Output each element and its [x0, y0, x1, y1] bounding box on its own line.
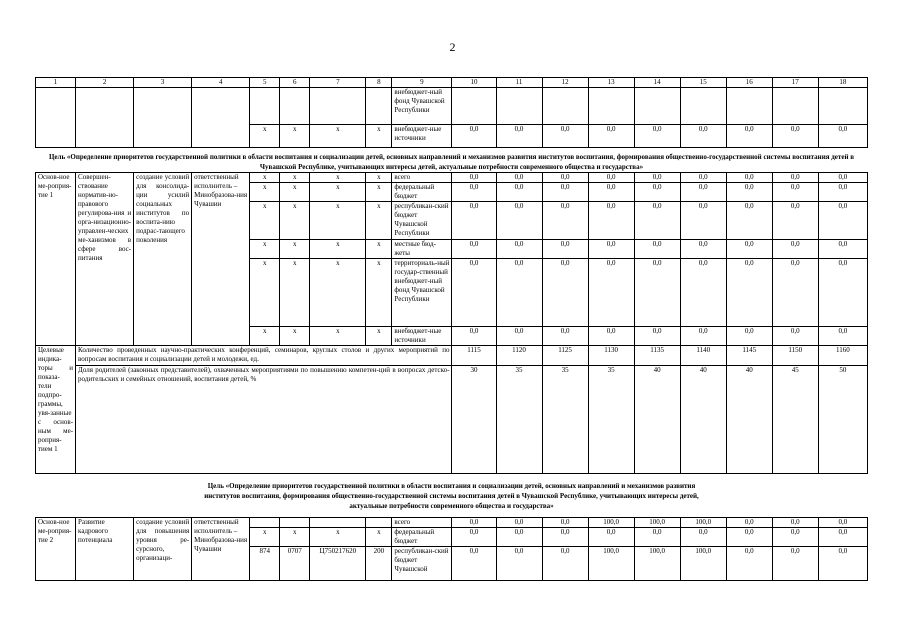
value-cell: 0,0 [496, 240, 542, 259]
value-cell: 0,0 [634, 240, 680, 259]
funding-source: республикан-ский бюджет Чувашской Республики [392, 202, 452, 240]
code-cell: x [366, 202, 392, 240]
value-cell [772, 88, 818, 125]
indicator-text: Доля родителей (законных представителей), охваченных мероприятиями по повышению компетен-ций в вопросах детско-родительских и семейных отношений, воспитания детей, % [76, 366, 452, 474]
empty-cell [76, 88, 134, 148]
value-cell: 0,0 [542, 125, 588, 148]
value-cell: 0,0 [496, 202, 542, 240]
column-number: 5 [250, 78, 280, 88]
value-cell: 40 [680, 366, 726, 474]
value-cell: 100,0 [634, 518, 680, 528]
value-cell: 0,0 [772, 528, 818, 547]
value-cell: 0,0 [452, 125, 496, 148]
code-cell: 200 [366, 547, 392, 581]
value-cell: 0,0 [772, 518, 818, 528]
table-row [36, 88, 868, 125]
value-cell: 0,0 [680, 327, 726, 346]
value-cell: 100,0 [680, 547, 726, 581]
code-cell: x [366, 528, 392, 547]
column-number: 9 [392, 78, 452, 88]
code-cell: x [310, 528, 366, 547]
value-cell: 0,0 [726, 518, 772, 528]
value-cell: 0,0 [588, 125, 634, 148]
value-cell: 1160 [818, 346, 867, 366]
value-cell: 0,0 [634, 173, 680, 183]
funding-source: территориаль-ный государ-ственный внебюджет-ный фонд Чувашской Республики [392, 259, 452, 327]
value-cell: 0,0 [634, 327, 680, 346]
value-cell: 0,0 [818, 240, 867, 259]
value-cell [588, 88, 634, 125]
table-row [36, 173, 868, 183]
code-cell: Ц750217620 [310, 547, 366, 581]
goal-heading-2 [35, 481, 868, 511]
value-cell: 1150 [772, 346, 818, 366]
value-cell: 0,0 [452, 327, 496, 346]
code-cell: x [310, 240, 366, 259]
value-cell: 0,0 [726, 125, 772, 148]
measure-executor: ответственный исполнитель – Минобразова-ния Чувашии [192, 518, 250, 581]
code-cell: x [250, 173, 280, 183]
value-cell: 0,0 [772, 240, 818, 259]
measure-title: Совершен-ствование норматив-но-правового регулирова-ния и орга-низационно-управлен-ческих ме-ханизмов в сфере вос-питания [76, 173, 134, 346]
value-cell: 100,0 [634, 547, 680, 581]
goal-heading-1: Цель «Определение приоритетов государственной политики в области воспитания и социализации детей, основных направлений и механизмов развития институтов воспитания, формирования общественно-государственной системы воспитания детей в Чувашской Республике, учитывающих интересы детей, актуальные потребности современного общества и государства» [48, 153, 855, 171]
value-cell: 0,0 [772, 259, 818, 327]
value-cell: 50 [818, 366, 867, 474]
code-cell: x [250, 240, 280, 259]
column-number: 2 [76, 78, 134, 88]
code-cell [366, 88, 392, 125]
code-cell: x [310, 202, 366, 240]
value-cell: 0,0 [588, 327, 634, 346]
value-cell: 0,0 [680, 259, 726, 327]
value-cell: 0,0 [680, 173, 726, 183]
value-cell: 0,0 [772, 173, 818, 183]
page-number: 2 [449, 40, 456, 54]
value-cell: 35 [542, 366, 588, 474]
value-cell [634, 88, 680, 125]
value-cell: 0,0 [818, 327, 867, 346]
code-cell: x [366, 259, 392, 327]
column-number: 14 [634, 78, 680, 88]
value-cell: 0,0 [588, 240, 634, 259]
column-number: 10 [452, 78, 496, 88]
value-cell: 0,0 [452, 547, 496, 581]
table-row [36, 366, 868, 474]
measure-name: Основ-ное ме-роприя-тие 1 [36, 173, 76, 346]
column-number: 11 [496, 78, 542, 88]
value-cell: 0,0 [634, 259, 680, 327]
value-cell: 35 [588, 366, 634, 474]
value-cell: 0,0 [496, 259, 542, 327]
value-cell: 0,0 [726, 202, 772, 240]
column-number: 15 [680, 78, 726, 88]
code-cell: x [310, 173, 366, 183]
code-cell: x [366, 173, 392, 183]
value-cell: 1135 [634, 346, 680, 366]
code-cell: x [280, 528, 310, 547]
code-cell: x [250, 125, 280, 148]
goal2-line: актуальные потребности современного общества и государства» [349, 502, 554, 510]
value-cell: 0,0 [452, 202, 496, 240]
value-cell [542, 88, 588, 125]
value-cell: 0,0 [634, 528, 680, 547]
targets-label: Целевые индика-торы и показа-тели подпро-граммы, увя-занные с основ-ным ме-роприя-тием 1 [36, 346, 76, 474]
code-cell: x [310, 327, 366, 346]
table-row [36, 78, 868, 88]
value-cell: 0,0 [726, 183, 772, 202]
code-cell: x [280, 173, 310, 183]
budget-table-1 [35, 77, 868, 474]
code-cell: x [310, 125, 366, 148]
goal2-line: Цель «Определение приоритетов государственной политики в области воспитания и социализации детей, основных направлений и механизмов развития [207, 482, 696, 490]
value-cell [818, 88, 867, 125]
value-cell: 100,0 [680, 518, 726, 528]
column-number: 13 [588, 78, 634, 88]
value-cell: 0,0 [588, 528, 634, 547]
column-number: 8 [366, 78, 392, 88]
funding-source: республикан-ский бюджет Чувашской [392, 547, 452, 581]
funding-source: федеральный бюджет [392, 183, 452, 202]
code-cell: x [280, 183, 310, 202]
value-cell: 35 [496, 366, 542, 474]
code-cell: x [280, 202, 310, 240]
value-cell: 0,0 [772, 183, 818, 202]
value-cell: 0,0 [818, 259, 867, 327]
code-cell [250, 518, 280, 528]
value-cell: 0,0 [496, 528, 542, 547]
value-cell: 0,0 [818, 202, 867, 240]
indicator-text: Количество проведенных научно-практических конференций, семинаров, круглых столов и других мероприятий по вопросам воспитания и социализации детей и молодежи, ед. [76, 346, 452, 366]
value-cell: 0,0 [588, 259, 634, 327]
column-number: 6 [280, 78, 310, 88]
value-cell: 0,0 [452, 259, 496, 327]
column-number: 18 [818, 78, 867, 88]
value-cell: 0,0 [496, 547, 542, 581]
value-cell: 1125 [542, 346, 588, 366]
value-cell: 0,0 [680, 528, 726, 547]
code-cell: x [310, 183, 366, 202]
column-number: 3 [134, 78, 192, 88]
goal2-line: институтов воспитания, формирования общественно-государственной системы воспитания детей в Чувашской Республике, учитывающих интересы детей, [204, 492, 699, 500]
value-cell: 30 [452, 366, 496, 474]
value-cell: 1115 [452, 346, 496, 366]
value-cell: 0,0 [634, 183, 680, 202]
value-cell: 0,0 [542, 173, 588, 183]
value-cell: 0,0 [726, 528, 772, 547]
code-cell: x [250, 202, 280, 240]
column-number: 4 [192, 78, 250, 88]
value-cell: 100,0 [588, 518, 634, 528]
code-cell: x [366, 125, 392, 148]
measure-title: Развитие кадрового потенциала [76, 518, 134, 581]
column-number: 16 [726, 78, 772, 88]
empty-cell [192, 88, 250, 148]
value-cell: 0,0 [542, 327, 588, 346]
value-cell: 0,0 [452, 173, 496, 183]
value-cell: 0,0 [542, 202, 588, 240]
value-cell: 0,0 [818, 518, 867, 528]
value-cell: 0,0 [588, 202, 634, 240]
code-cell: 0707 [280, 547, 310, 581]
value-cell: 0,0 [726, 259, 772, 327]
value-cell: 0,0 [496, 327, 542, 346]
funding-source: местные бюд-жеты [392, 240, 452, 259]
funding-source: внебюджет-ный фонд Чувашской Республики [392, 88, 452, 125]
value-cell: 0,0 [542, 518, 588, 528]
value-cell: 0,0 [542, 240, 588, 259]
code-cell: x [250, 327, 280, 346]
value-cell [680, 88, 726, 125]
code-cell: x [280, 327, 310, 346]
funding-source: внебюджет-ные источники [392, 125, 452, 148]
value-cell: 40 [726, 366, 772, 474]
value-cell [496, 88, 542, 125]
value-cell: 0,0 [452, 528, 496, 547]
value-cell: 0,0 [588, 173, 634, 183]
code-cell: 874 [250, 547, 280, 581]
value-cell: 0,0 [818, 125, 867, 148]
value-cell: 0,0 [452, 183, 496, 202]
code-cell [366, 518, 392, 528]
value-cell: 0,0 [818, 547, 867, 581]
code-cell: x [280, 240, 310, 259]
value-cell: 0,0 [680, 125, 726, 148]
code-cell: x [366, 240, 392, 259]
code-cell: x [310, 259, 366, 327]
value-cell: 0,0 [818, 173, 867, 183]
code-cell [250, 88, 280, 125]
value-cell: 0,0 [542, 528, 588, 547]
code-cell: x [280, 125, 310, 148]
value-cell: 0,0 [542, 259, 588, 327]
value-cell: 0,0 [726, 327, 772, 346]
code-cell [310, 88, 366, 125]
column-number: 1 [36, 78, 76, 88]
value-cell: 0,0 [818, 528, 867, 547]
value-cell: 0,0 [772, 125, 818, 148]
code-cell: x [366, 183, 392, 202]
value-cell: 0,0 [772, 202, 818, 240]
value-cell: 1120 [496, 346, 542, 366]
budget-table-3 [35, 517, 868, 581]
code-cell [310, 518, 366, 528]
funding-source: федеральный бюджет [392, 528, 452, 547]
value-cell: 100,0 [588, 547, 634, 581]
value-cell: 0,0 [496, 125, 542, 148]
value-cell: 0,0 [818, 183, 867, 202]
funding-source: всего [392, 518, 452, 528]
value-cell: 0,0 [634, 202, 680, 240]
code-cell: x [280, 259, 310, 327]
code-cell [280, 88, 310, 125]
value-cell: 1130 [588, 346, 634, 366]
value-cell: 1140 [680, 346, 726, 366]
value-cell: 0,0 [726, 240, 772, 259]
funding-source: внебюджет-ные источники [392, 327, 452, 346]
value-cell: 0,0 [634, 125, 680, 148]
value-cell: 0,0 [772, 547, 818, 581]
value-cell: 0,0 [542, 183, 588, 202]
empty-cell [134, 88, 192, 148]
funding-source: всего [392, 173, 452, 183]
code-cell: x [250, 183, 280, 202]
value-cell: 0,0 [496, 518, 542, 528]
column-number: 12 [542, 78, 588, 88]
value-cell: 0,0 [772, 327, 818, 346]
value-cell: 0,0 [680, 202, 726, 240]
measure-goal: создание условий для консолида-ции усилий социальных институтов по воспита-нию подрас-тающего поколения [134, 173, 192, 346]
measure-name: Основ-ное ме-роприя-тие 2 [36, 518, 76, 581]
table-row [36, 518, 868, 528]
code-cell [280, 518, 310, 528]
value-cell [726, 88, 772, 125]
empty-cell [36, 88, 76, 148]
value-cell: 1145 [726, 346, 772, 366]
value-cell: 0,0 [496, 183, 542, 202]
value-cell [452, 88, 496, 125]
value-cell: 0,0 [680, 240, 726, 259]
value-cell: 45 [772, 366, 818, 474]
column-number: 17 [772, 78, 818, 88]
table-row [36, 346, 868, 366]
value-cell: 0,0 [452, 518, 496, 528]
value-cell: 0,0 [588, 183, 634, 202]
value-cell: 0,0 [542, 547, 588, 581]
value-cell: 40 [634, 366, 680, 474]
code-cell: x [250, 259, 280, 327]
value-cell: 0,0 [452, 240, 496, 259]
value-cell: 0,0 [680, 183, 726, 202]
value-cell: 0,0 [726, 173, 772, 183]
value-cell: 0,0 [726, 547, 772, 581]
measure-executor: ответственный исполнитель – Минобразова-ния Чувашии [192, 173, 250, 346]
code-cell: x [366, 327, 392, 346]
column-number: 7 [310, 78, 366, 88]
measure-goal: создание условий для повышения уровня ре-сурсного, организаци- [134, 518, 192, 581]
value-cell: 0,0 [496, 173, 542, 183]
code-cell: x [250, 528, 280, 547]
